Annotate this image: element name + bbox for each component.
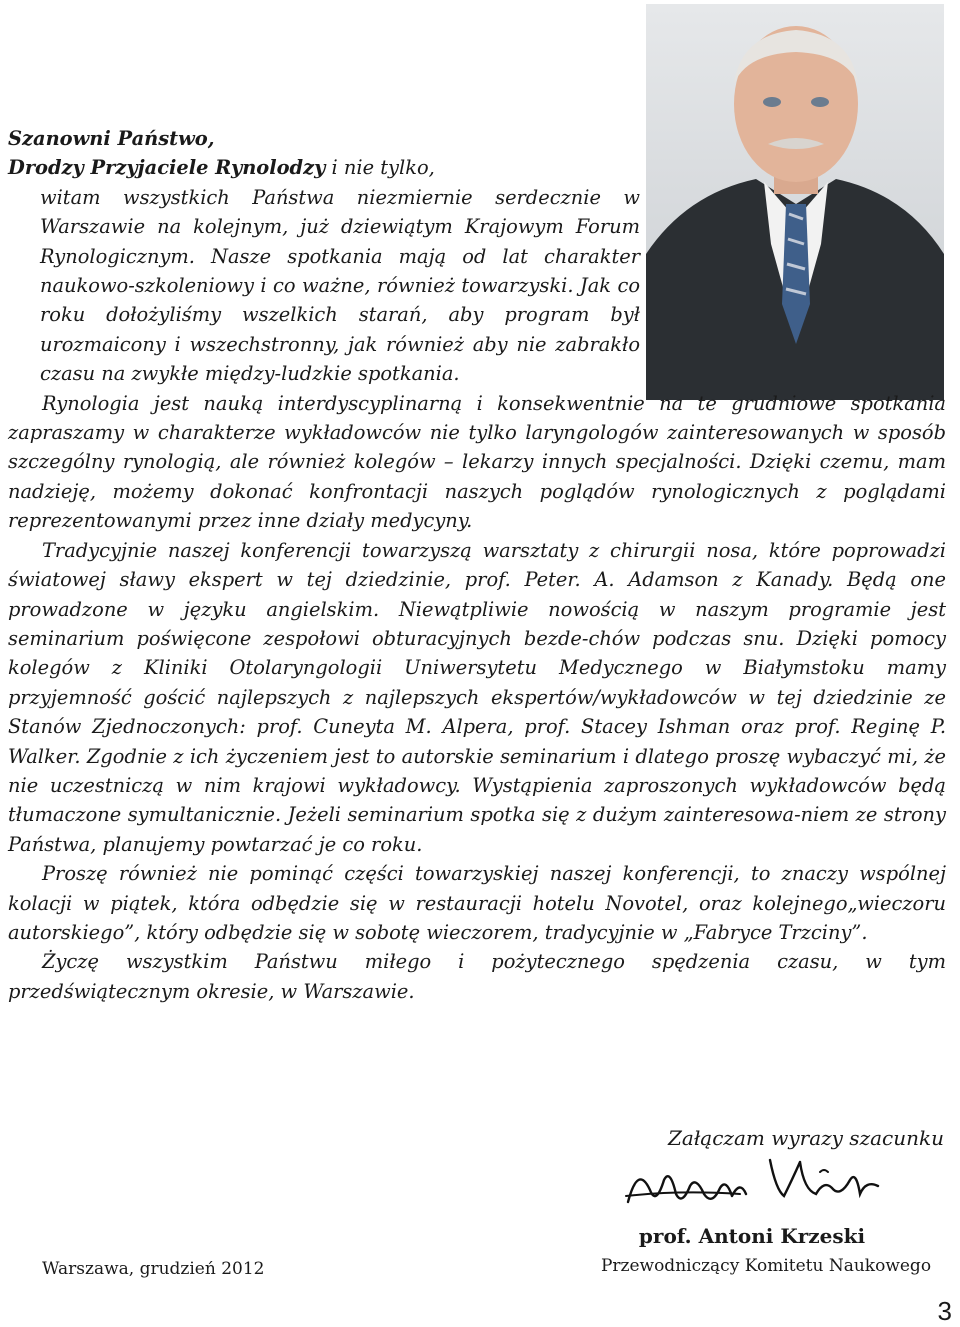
paragraph-intro: witam wszystkich Państwa niezmiernie serdecznie w Warszawie na kolejnym, już dziewiątym Krajowym Forum Rynologicznym. Nasze spotkania mają od lat charakter naukowo-szkoleniowy i co ważne, również towarzyski. Jak co roku dołożyliśmy wszelkich starań, aby program był urozmaicony i wszechstronny, jak również aby nie zabrakło czasu na zwykłe między-ludzkie spotkania. [40, 185, 640, 386]
paragraph-4: Życzę wszystkim Państwu miłego i pożytecznego spędzenia czasu, w tym przedświątecznym okresie, w Warszawie. [8, 950, 946, 1003]
letter-body [8, 124, 946, 1006]
salutation-rest: i nie tylko, [325, 156, 435, 180]
salutation-second-line [8, 153, 640, 182]
handwritten-signature [620, 1150, 890, 1220]
salutation: Szanowni Państwo, [8, 127, 215, 150]
letter-opening [8, 124, 640, 389]
place-and-date: Warszawa, grudzień 2012 [42, 1259, 265, 1279]
signatory-role: Przewodniczący Komitetu Naukowego [600, 1256, 932, 1276]
signatory-name: prof. Antoni Krzeski [638, 1224, 866, 1248]
paragraph-3: Proszę również nie pominąć części towarzyskiej naszej konferencji, to znaczy wspólnej kolacji w piątek, która odbędzie się w restauracji hotelu Novotel, oraz kolejnego„wieczoru autorskiego”, który odbędzie się w sobotę wieczorem, tradycyjnie w „Fabryce Trzciny”. [8, 862, 946, 944]
paragraph-2: Tradycyjnie naszej konferencji towarzyszą warsztaty z chirurgii nosa, które poprowadzi światowej sławy ekspert w tej dziedzinie, prof. Peter. A. Adamson z Kanady. Będą one prowadzone w języku angielskim. Niewątpliwie nowością w naszym programie jest seminarium poświęcone zespołowi obturacyjnych bezde-chów podczas snu. Dzięki pomocy kolegów z Kliniki Otolaryngologii Uniwersytetu Medycznego w Białymstoku mamy przyjemność gościć najlepszych z najlepszych ekspertów/wykładowców w tej dziedzinie ze Stanów Zjednoczonych: prof. Cuneyta M. Alpera, prof. Stacey Ishman oraz prof. Reginę P. Walker. Zgodnie z ich życzeniem jest to autorskie seminarium i dlatego proszę wybaczyć mi, że nie uczestniczą w nim krajowi wykładowcy. Wystąpienia zaproszonych wykładowców będą tłumaczone symultanicznie. Jeżeli seminarium spotka się z dużym zainteresowa-niem ze strony Państwa, planujemy powtarzać je co roku. [8, 538, 946, 856]
salutation-bold: Drodzy Przyjaciele Rynolodzy [8, 156, 326, 180]
closing-line: Załączam wyrazy szacunku [668, 1126, 944, 1150]
paragraph-1: Rynologia jest nauką interdyscyplinarną i konsekwentnie na te grudniowe spotkania zapraszamy w charakterze wykładowców nie tylko laryngologów zainteresowanych w sposób szczególny rynologią, ale również kolegów – lekarzy innych specjalności. Dzięki czemu, mam nadzieję, możemy dokonać konfrontacji naszych poglądów rynologicznych z poglądami reprezentowanymi przez inne działy medycyny. [8, 391, 946, 533]
page-number: 3 [937, 1296, 952, 1326]
